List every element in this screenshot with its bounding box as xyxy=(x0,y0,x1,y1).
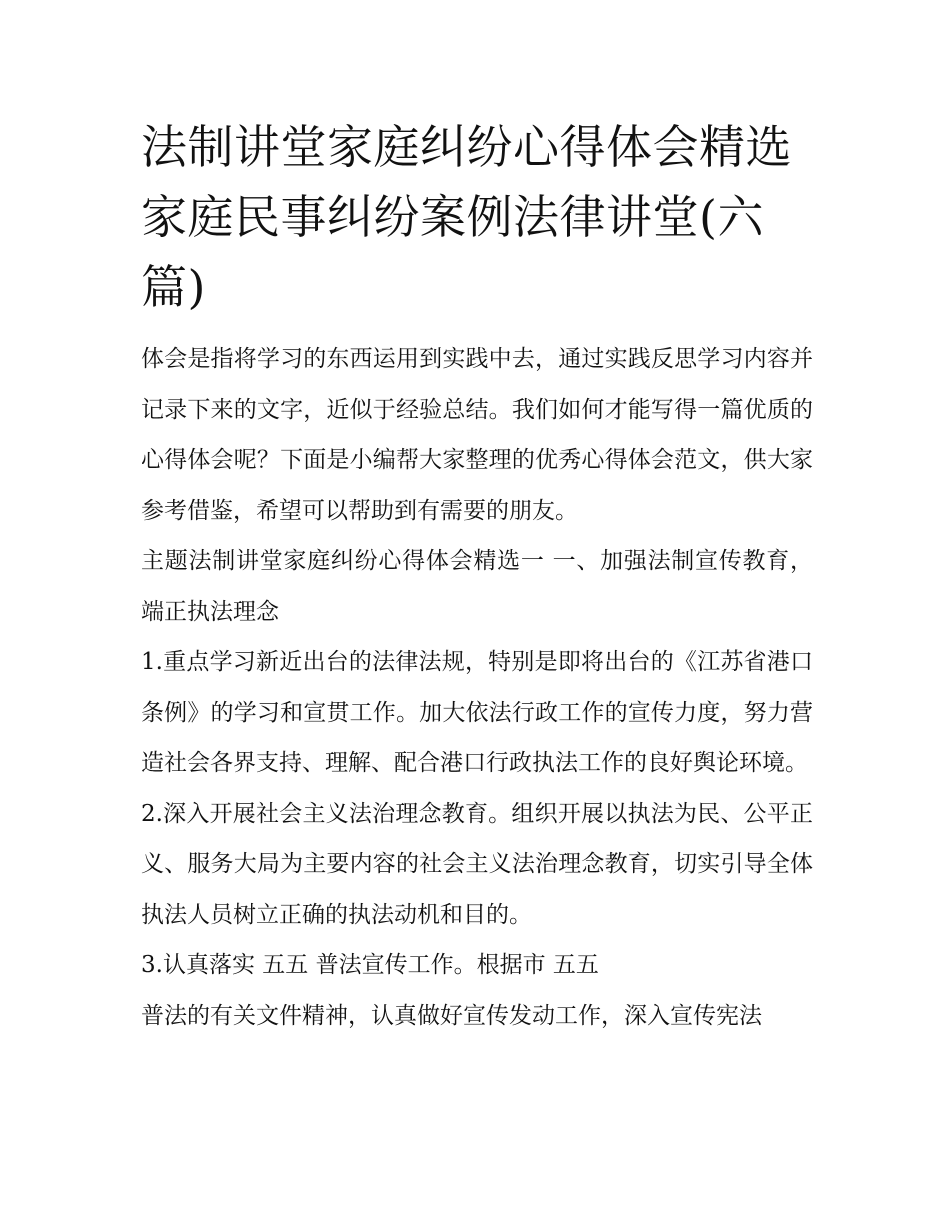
document-title: 法制讲堂家庭纠纷心得体会精选 家庭民事纠纷案例法律讲堂(六篇) xyxy=(141,120,792,314)
intro-paragraph: 体会是指将学习的东西运用到实践中去，通过实践反思学习内容并记录下来的文字，近似于经验总结。我们如何才能写得一篇优质的心得体会呢？下面是小编帮大家整理的优秀心得体会范文，供大家参考借鉴，希望可以帮助到有需要的朋友。 xyxy=(141,346,813,524)
document-page xyxy=(141,112,813,1041)
item-2-paragraph: 2.深入开展社会主义法治理念教育。组织开展以执法为民、公平正义、服务大局为主要内容的社会主义法治理念教育，切实引导全体执法人员树立正确的执法动机和目的。 xyxy=(141,800,813,928)
item-1-paragraph: 1.重点学习新近出台的法律法规，特别是即将出台的《江苏省港口条例》的学习和宣贯工作。加大依法行政工作的宣传力度，努力营造社会各界支持、理解、配合港口行政执法工作的良好舆论环境。 xyxy=(141,649,813,776)
item-3-paragraph: 3.认真落实 五五 普法宣传工作。根据市 五五 xyxy=(141,952,599,978)
section-heading-paragraph: 主题法制讲堂家庭纠纷心得体会精选一 一、加强法制宣传教育，端正执法理念 xyxy=(141,548,813,625)
document-body xyxy=(141,334,813,1041)
continuation-paragraph: 普法的有关文件精神，认真做好宣传发动工作，深入宣传宪法 xyxy=(141,1002,762,1029)
